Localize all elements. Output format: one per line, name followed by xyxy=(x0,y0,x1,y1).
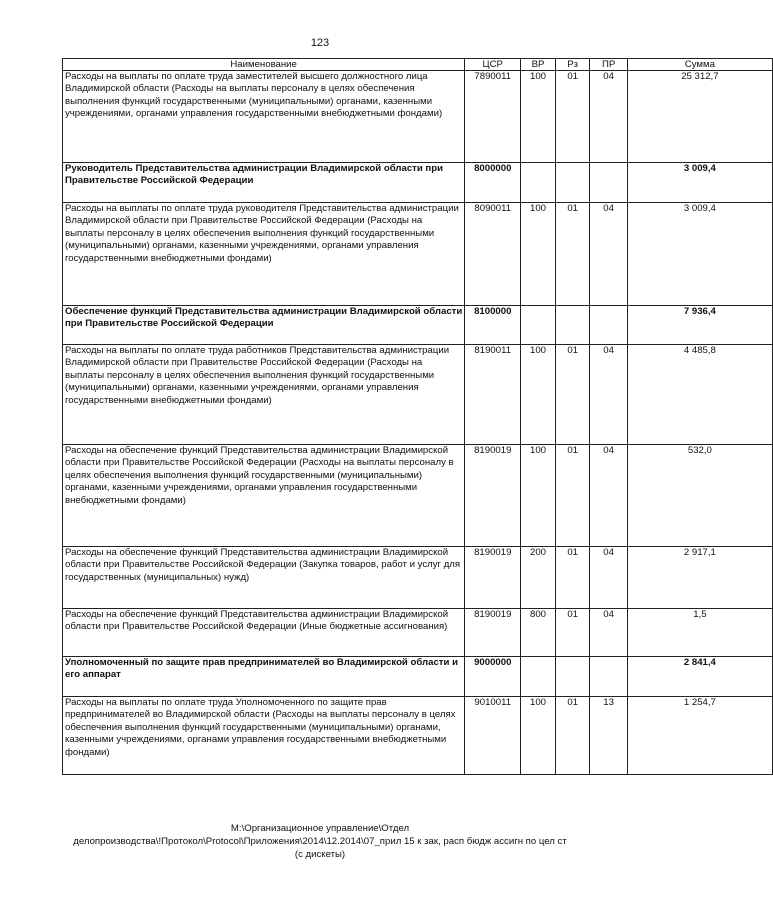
cell-pr xyxy=(590,163,627,203)
cell-vr xyxy=(521,306,556,345)
column-header-csr: ЦСР xyxy=(465,59,521,71)
footer-line-1: M:\Организационное управление\Отдел xyxy=(230,823,410,834)
cell-vr: 100 xyxy=(521,203,556,306)
page-number: 123 xyxy=(310,37,330,49)
footer-line-2: делопроизводства\!Протокол\Protocol\Приложения\2014\12.2014\07_прил 15 к зак, расп бюдж ассигн по цел ст xyxy=(73,836,567,847)
cell-name: Уполномоченный по защите прав предпринимателей во Владимирской области и его аппарат xyxy=(63,657,465,697)
cell-pr: 04 xyxy=(590,547,627,609)
cell-name: Обеспечение функций Представительства администрации Владимирской области при Правительстве Российской Федерации xyxy=(63,306,465,345)
table-row xyxy=(63,203,773,306)
cell-rz: 01 xyxy=(555,71,590,163)
cell-name: Расходы на выплаты по оплате труда Уполномоченного по защите прав предпринимателей во Владимирской области (Расходы на выплаты персоналу в целях обеспечения выполнения функций государственными (муниципальными) органами, казенными учреждениями, органами управления государственными внебюджетными фондами) xyxy=(63,697,465,775)
table-row xyxy=(63,445,773,547)
cell-sum: 2 917,1 xyxy=(627,547,772,609)
table-header-row xyxy=(63,59,773,71)
cell-name: Руководитель Представительства администрации Владимирской области при Правительстве Российской Федерации xyxy=(63,163,465,203)
cell-csr: 8090011 xyxy=(465,203,521,306)
cell-vr: 800 xyxy=(521,609,556,657)
cell-sum: 4 485,8 xyxy=(627,345,772,445)
cell-csr: 8000000 xyxy=(465,163,521,203)
cell-sum: 2 841,4 xyxy=(627,657,772,697)
column-header-name: Наименование xyxy=(63,59,465,71)
cell-rz: 01 xyxy=(555,697,590,775)
cell-sum: 1,5 xyxy=(627,609,772,657)
file-path-footer xyxy=(0,822,640,861)
cell-vr xyxy=(521,657,556,697)
column-header-vr: ВР xyxy=(521,59,556,71)
cell-csr: 9010011 xyxy=(465,697,521,775)
cell-vr: 200 xyxy=(521,547,556,609)
cell-sum: 3 009,4 xyxy=(627,163,772,203)
cell-name: Расходы на обеспечение функций Представительства администрации Владимирской области при Правительстве Российской Федерации (Закупка товаров, работ и услуг для государственных (муниципальных) нужд) xyxy=(63,547,465,609)
cell-rz: 01 xyxy=(555,345,590,445)
cell-name: Расходы на обеспечение функций Представительства администрации Владимирской области при Правительстве Российской Федерации (Иные бюджетные ассигнования) xyxy=(63,609,465,657)
cell-pr: 04 xyxy=(590,71,627,163)
cell-vr: 100 xyxy=(521,71,556,163)
cell-name: Расходы на выплаты по оплате труда работников Представительства администрации Владимирской области при Правительстве Российской Федерации (Расходы на выплаты персоналу в целях обеспечения выполнения функций государственными (муниципальными) органами, казенными учреждениями, органами управления государственными внебюджетными фондами) xyxy=(63,345,465,445)
cell-sum: 7 936,4 xyxy=(627,306,772,345)
cell-sum: 1 254,7 xyxy=(627,697,772,775)
cell-pr xyxy=(590,306,627,345)
table-row xyxy=(63,697,773,775)
cell-vr: 100 xyxy=(521,697,556,775)
table-row xyxy=(63,71,773,163)
column-header-pr: ПР xyxy=(590,59,627,71)
cell-rz: 01 xyxy=(555,203,590,306)
cell-rz xyxy=(555,657,590,697)
cell-pr: 04 xyxy=(590,609,627,657)
table-row xyxy=(63,657,773,697)
column-header-rz: Рз xyxy=(555,59,590,71)
cell-sum: 532,0 xyxy=(627,445,772,547)
table-row xyxy=(63,609,773,657)
table-row xyxy=(63,345,773,445)
cell-vr: 100 xyxy=(521,345,556,445)
cell-rz xyxy=(555,306,590,345)
cell-rz: 01 xyxy=(555,547,590,609)
cell-pr xyxy=(590,657,627,697)
budget-table xyxy=(62,58,773,775)
cell-vr xyxy=(521,163,556,203)
table-row xyxy=(63,163,773,203)
cell-name: Расходы на выплаты по оплате труда заместителей высшего должностного лица Владимирской области (Расходы на выплаты персоналу в целях обеспечения выполнения функций государственными (муниципальными) органами, казенными учреждениями, органами управления государственными внебюджетными фондами) xyxy=(63,71,465,163)
cell-name: Расходы на выплаты по оплате труда руководителя Представительства администрации Владимирской области при Правительстве Российской Федерации (Расходы на выплаты персоналу в целях обеспечения выполнения функций государственными (муниципальными) органами, казенными учреждениями, органами управления государственными внебюджетными фондами) xyxy=(63,203,465,306)
cell-csr: 8190019 xyxy=(465,609,521,657)
cell-csr: 9000000 xyxy=(465,657,521,697)
cell-rz: 01 xyxy=(555,445,590,547)
table-row xyxy=(63,547,773,609)
table-row xyxy=(63,306,773,345)
table-body xyxy=(63,71,773,775)
cell-csr: 7890011 xyxy=(465,71,521,163)
cell-name: Расходы на обеспечение функций Представительства администрации Владимирской области при Правительстве Российской Федерации (Расходы на выплаты персоналу в целях обеспечения выполнения функций государственными (муниципальными) органами, казенными учреждениями, органами управления государственными внебюджетными фондами) xyxy=(63,445,465,547)
cell-pr: 04 xyxy=(590,203,627,306)
footer-line-3: (с дискеты) xyxy=(294,849,346,860)
cell-pr: 04 xyxy=(590,445,627,547)
column-header-sum: Сумма xyxy=(627,59,772,71)
cell-pr: 04 xyxy=(590,345,627,445)
cell-csr: 8190011 xyxy=(465,345,521,445)
cell-sum: 25 312,7 xyxy=(627,71,772,163)
cell-sum: 3 009,4 xyxy=(627,203,772,306)
cell-csr: 8190019 xyxy=(465,547,521,609)
cell-vr: 100 xyxy=(521,445,556,547)
cell-csr: 8190019 xyxy=(465,445,521,547)
cell-rz xyxy=(555,163,590,203)
cell-rz: 01 xyxy=(555,609,590,657)
cell-csr: 8100000 xyxy=(465,306,521,345)
cell-pr: 13 xyxy=(590,697,627,775)
